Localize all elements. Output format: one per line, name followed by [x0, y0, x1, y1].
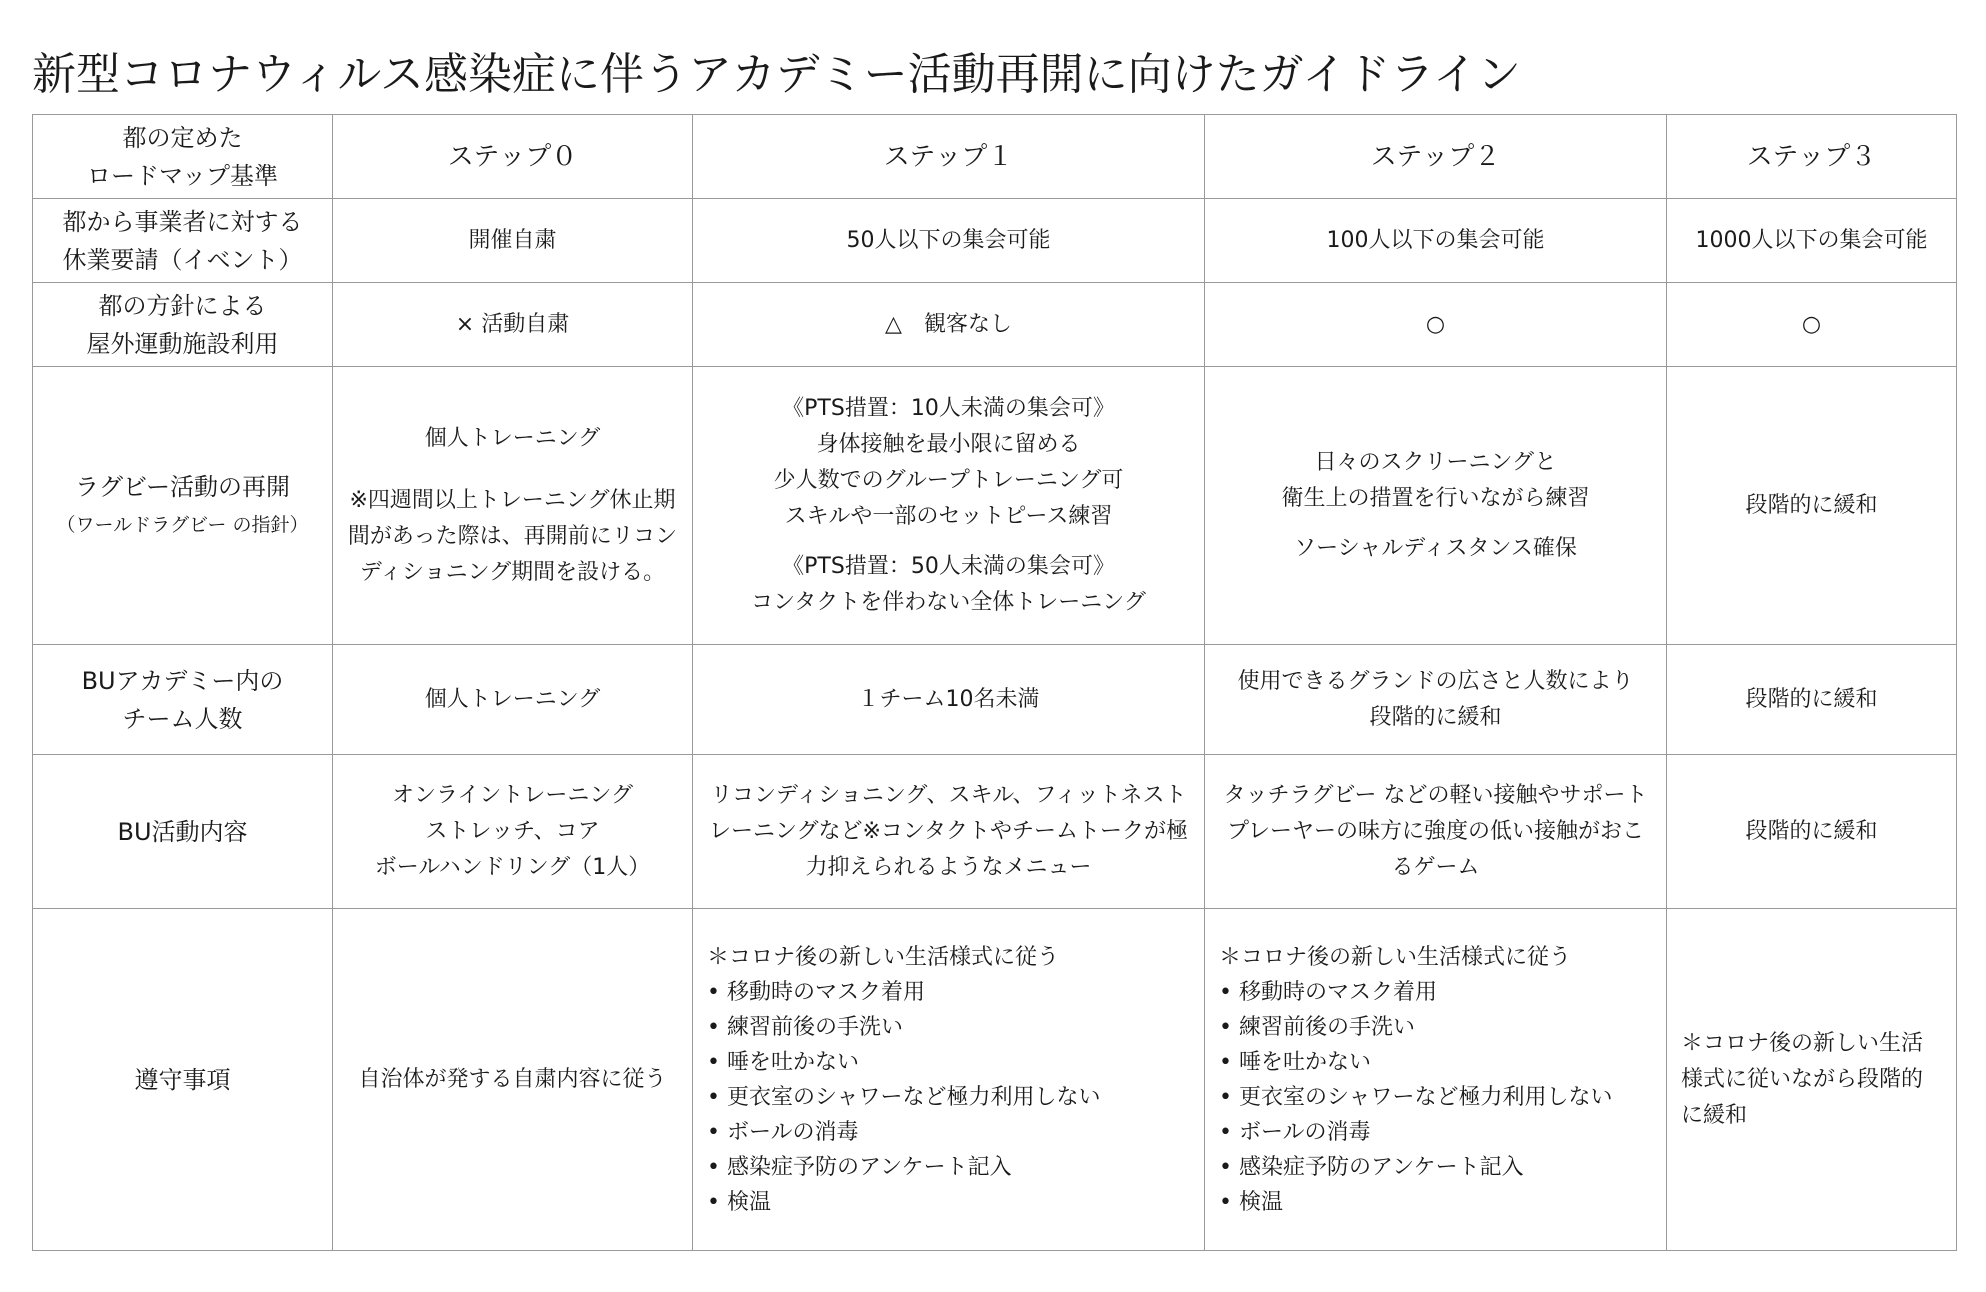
rugby-step-3: 段階的に緩和 [1667, 367, 1957, 645]
activity-step-2-line-3: るゲーム [1391, 854, 1480, 880]
roadmap-label-cell [33, 115, 333, 199]
compliance-step-3 [1667, 909, 1957, 1251]
compliance-step-1-list [707, 975, 1196, 1220]
suspension-step-2: 100人以下の集会可能 [1205, 199, 1667, 283]
list-item: • 唾を吐かない [707, 1045, 1196, 1080]
table-row-header [33, 115, 1957, 199]
team-step-2-line-1: 使用できるグランドの広さと人数により [1237, 668, 1634, 694]
rugby-step-0-main: 個人トレーニング [424, 425, 601, 451]
rugby-step-2-line-2: 衛生上の措置を行いながら練習 [1281, 485, 1590, 511]
rugby-step-1-b1-line-1: 《PTS措置：10人未満の集会可》 [782, 395, 1115, 421]
team-step-1: １チーム10名未満 [693, 645, 1205, 755]
activity-step-1-line-1: リコンディショニング、スキル、フィットネスト [710, 782, 1187, 808]
rugby-step-0-note-3: ディショニング期間を設ける。 [359, 559, 666, 585]
activity-step-0-line-1: オンライントレーニング [392, 782, 633, 808]
step-1-header: ステップ１ [693, 115, 1205, 199]
suspension-step-3: 1000人以下の集会可能 [1667, 199, 1957, 283]
activity-step-2-line-1: タッチラグビー などの軽い接触やサポート [1223, 782, 1648, 808]
team-step-2-line-2: 段階的に緩和 [1369, 704, 1502, 730]
table-row-compliance [33, 909, 1957, 1251]
rugby-step-2 [1205, 367, 1667, 645]
activity-step-0-line-2: ストレッチ、コア [425, 818, 600, 844]
outdoor-step-0: × 活動自粛 [333, 283, 693, 367]
outdoor-label-line-1: 都の方針による [98, 291, 267, 320]
list-item: • 唾を吐かない [1219, 1045, 1658, 1080]
rugby-step-0 [333, 367, 693, 645]
team-step-2 [1205, 645, 1667, 755]
team-label-line-2: チーム人数 [122, 704, 243, 733]
rugby-step-1-b1-line-3: 少人数でのグループトレーニング可 [773, 467, 1124, 493]
activity-step-1 [693, 755, 1205, 909]
list-item: • 検温 [707, 1185, 1196, 1220]
list-item: • 感染症予防のアンケート記入 [1219, 1150, 1658, 1185]
rugby-step-0-note-1: ※四週間以上トレーニング休止期 [349, 487, 676, 513]
rugby-step-2-line-1: 日々のスクリーニングと [1314, 449, 1557, 475]
compliance-label-cell: 遵守事項 [33, 909, 333, 1251]
activity-step-0 [333, 755, 693, 909]
outdoor-step-2: ○ [1205, 283, 1667, 367]
table-row-activity [33, 755, 1957, 909]
step-2-header: ステップ２ [1205, 115, 1667, 199]
activity-step-0-line-3: ボールハンドリング（1人） [374, 854, 651, 880]
compliance-step-1-heading: ＊コロナ後の新しい生活様式に従う [707, 944, 1060, 970]
rugby-step-0-note-2: 間があった際は、再開前にリコン [347, 523, 678, 549]
compliance-step-2-list [1219, 975, 1658, 1220]
rugby-label: ラグビー活動の再開 [74, 472, 291, 501]
rugby-sublabel: （ワールドラグビー の指針） [56, 513, 309, 536]
rugby-step-1-b2-line-1: 《PTS措置：50人未満の集会可》 [782, 553, 1115, 579]
outdoor-step-3: ○ [1667, 283, 1957, 367]
compliance-step-0: 自治体が発する自粛内容に従う [333, 909, 693, 1251]
guideline-table [32, 114, 1957, 1251]
activity-step-1-line-3: 力抑えられるようなメニュー [805, 854, 1092, 880]
table-row-team [33, 645, 1957, 755]
rugby-label-cell [33, 367, 333, 645]
compliance-step-2 [1205, 909, 1667, 1251]
roadmap-label-line-2: ロードマップ基準 [86, 161, 279, 190]
list-item: • 更衣室のシャワーなど極力利用しない [1219, 1080, 1658, 1115]
suspension-step-0: 開催自粛 [333, 199, 693, 283]
table-row-outdoor [33, 283, 1957, 367]
list-item: • 練習前後の手洗い [707, 1010, 1196, 1045]
outdoor-label-cell [33, 283, 333, 367]
rugby-step-1-b1-line-4: スキルや一部のセットピース練習 [784, 503, 1113, 529]
rugby-step-1-b1-line-2: 身体接触を最小限に留める [816, 431, 1081, 457]
suspension-label-line-2: 休業要請（イベント） [62, 245, 303, 274]
team-label-line-1: BUアカデミー内の [81, 666, 284, 695]
table-row-suspension [33, 199, 1957, 283]
activity-step-2-line-2: プレーヤーの味方に強度の低い接触がおこ [1226, 818, 1645, 844]
compliance-step-1 [693, 909, 1205, 1251]
list-item: • 練習前後の手洗い [1219, 1010, 1658, 1045]
compliance-step-2-heading: ＊コロナ後の新しい生活様式に従う [1219, 944, 1572, 970]
list-item: • 移動時のマスク着用 [707, 975, 1196, 1010]
suspension-label-line-1: 都から事業者に対する [62, 207, 303, 236]
compliance-step-3-line-1: ＊コロナ後の新しい生活 [1681, 1030, 1924, 1056]
rugby-step-2-line-3: ソーシャルディスタンス確保 [1294, 535, 1577, 561]
activity-step-3: 段階的に緩和 [1667, 755, 1957, 909]
activity-step-2 [1205, 755, 1667, 909]
suspension-label-cell [33, 199, 333, 283]
list-item: • 移動時のマスク着用 [1219, 975, 1658, 1010]
activity-step-1-line-2: レーニングなど※コンタクトやチームトークが極 [708, 818, 1189, 844]
team-step-3: 段階的に緩和 [1667, 645, 1957, 755]
list-item: • ボールの消毒 [707, 1115, 1196, 1150]
step-0-header: ステップ０ [333, 115, 693, 199]
step-3-header: ステップ３ [1667, 115, 1957, 199]
list-item: • ボールの消毒 [1219, 1115, 1658, 1150]
table-row-rugby [33, 367, 1957, 645]
compliance-step-3-line-2: 様式に従いながら段階的 [1681, 1066, 1924, 1092]
compliance-step-3-line-3: に緩和 [1681, 1102, 1748, 1128]
outdoor-label-line-2: 屋外運動施設利用 [86, 329, 279, 358]
roadmap-label-line-1: 都の定めた [122, 123, 243, 152]
team-step-0: 個人トレーニング [333, 645, 693, 755]
team-label-cell [33, 645, 333, 755]
activity-label-cell: BU活動内容 [33, 755, 333, 909]
page-title: 新型コロナウィルス感染症に伴うアカデミー活動再開に向けたガイドライン [32, 49, 1521, 100]
outdoor-step-1: △ 観客なし [693, 283, 1205, 367]
rugby-step-1-b2-line-2: コンタクトを伴わない全体トレーニング [751, 589, 1146, 615]
list-item: • 検温 [1219, 1185, 1658, 1220]
rugby-step-1 [693, 367, 1205, 645]
list-item: • 更衣室のシャワーなど極力利用しない [707, 1080, 1196, 1115]
list-item: • 感染症予防のアンケート記入 [707, 1150, 1196, 1185]
suspension-step-1: 50人以下の集会可能 [693, 199, 1205, 283]
